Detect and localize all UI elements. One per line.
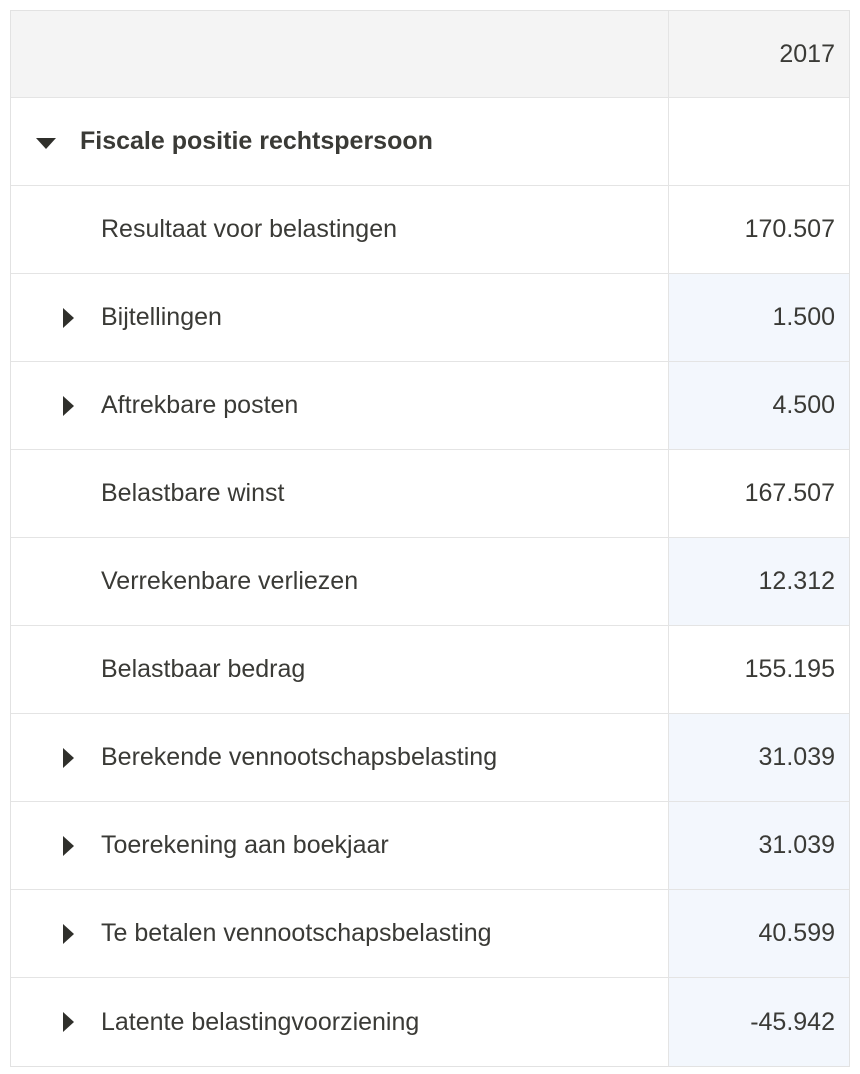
table-row[interactable] xyxy=(11,978,849,1066)
caret-down-icon[interactable] xyxy=(36,138,56,149)
row-label: Aftrekbare posten xyxy=(101,391,299,419)
row-value: 155.195 xyxy=(744,655,835,683)
section-title: Fiscale positie rechtspersoon xyxy=(80,127,433,155)
table-row[interactable] xyxy=(11,802,849,890)
row-label: Resultaat voor belastingen xyxy=(101,215,398,243)
table-row xyxy=(11,538,849,626)
row-label: Belastbare winst xyxy=(101,479,285,507)
fiscal-position-table xyxy=(10,10,850,1067)
row-label-cell[interactable] xyxy=(11,802,669,889)
header-label-cell xyxy=(11,11,669,97)
row-value-input[interactable]: 40.599 xyxy=(669,890,849,977)
caret-right-icon[interactable] xyxy=(63,748,74,768)
table-header-row xyxy=(11,11,849,98)
table-row xyxy=(11,626,849,714)
row-value-input[interactable]: 4.500 xyxy=(669,362,849,449)
row-label-cell xyxy=(11,626,669,713)
row-value: 170.507 xyxy=(744,215,835,243)
caret-right-icon[interactable] xyxy=(63,1012,74,1032)
row-value-input[interactable]: -45.942 xyxy=(669,978,849,1066)
table-row xyxy=(11,186,849,274)
table-row[interactable] xyxy=(11,714,849,802)
caret-right-icon[interactable] xyxy=(63,924,74,944)
row-label: Toerekening aan boekjaar xyxy=(101,831,389,859)
section-row-fiscale-positie[interactable] xyxy=(11,98,849,186)
table-row[interactable] xyxy=(11,890,849,978)
year-column-header: 2017 xyxy=(779,39,835,68)
section-value-cell xyxy=(669,98,849,185)
table-row[interactable] xyxy=(11,274,849,362)
row-label-cell xyxy=(11,450,669,537)
section-label-cell[interactable] xyxy=(11,98,669,185)
table-row xyxy=(11,450,849,538)
row-label-cell[interactable] xyxy=(11,274,669,361)
row-label-cell[interactable] xyxy=(11,714,669,801)
row-label-cell[interactable] xyxy=(11,978,669,1066)
row-label: Bijtellingen xyxy=(101,303,222,331)
row-value-input[interactable]: 12.312 xyxy=(669,538,849,625)
row-label-cell xyxy=(11,538,669,625)
row-label-cell[interactable] xyxy=(11,362,669,449)
caret-right-icon[interactable] xyxy=(63,396,74,416)
row-value-input[interactable]: 31.039 xyxy=(669,802,849,889)
caret-right-icon[interactable] xyxy=(63,836,74,856)
table-row[interactable] xyxy=(11,362,849,450)
row-value: 167.507 xyxy=(744,479,835,507)
row-label-cell[interactable] xyxy=(11,890,669,977)
row-label: Berekende vennootschapsbelasting xyxy=(101,743,498,771)
row-label-cell xyxy=(11,186,669,273)
caret-right-icon[interactable] xyxy=(63,308,74,328)
row-label: Belastbaar bedrag xyxy=(101,655,306,683)
row-label: Verrekenbare verliezen xyxy=(101,567,359,595)
row-label: Te betalen vennootschapsbelasting xyxy=(101,919,492,947)
row-label: Latente belastingvoorziening xyxy=(101,1007,420,1036)
row-value-input[interactable]: 1.500 xyxy=(669,274,849,361)
row-value-input[interactable]: 31.039 xyxy=(669,714,849,801)
